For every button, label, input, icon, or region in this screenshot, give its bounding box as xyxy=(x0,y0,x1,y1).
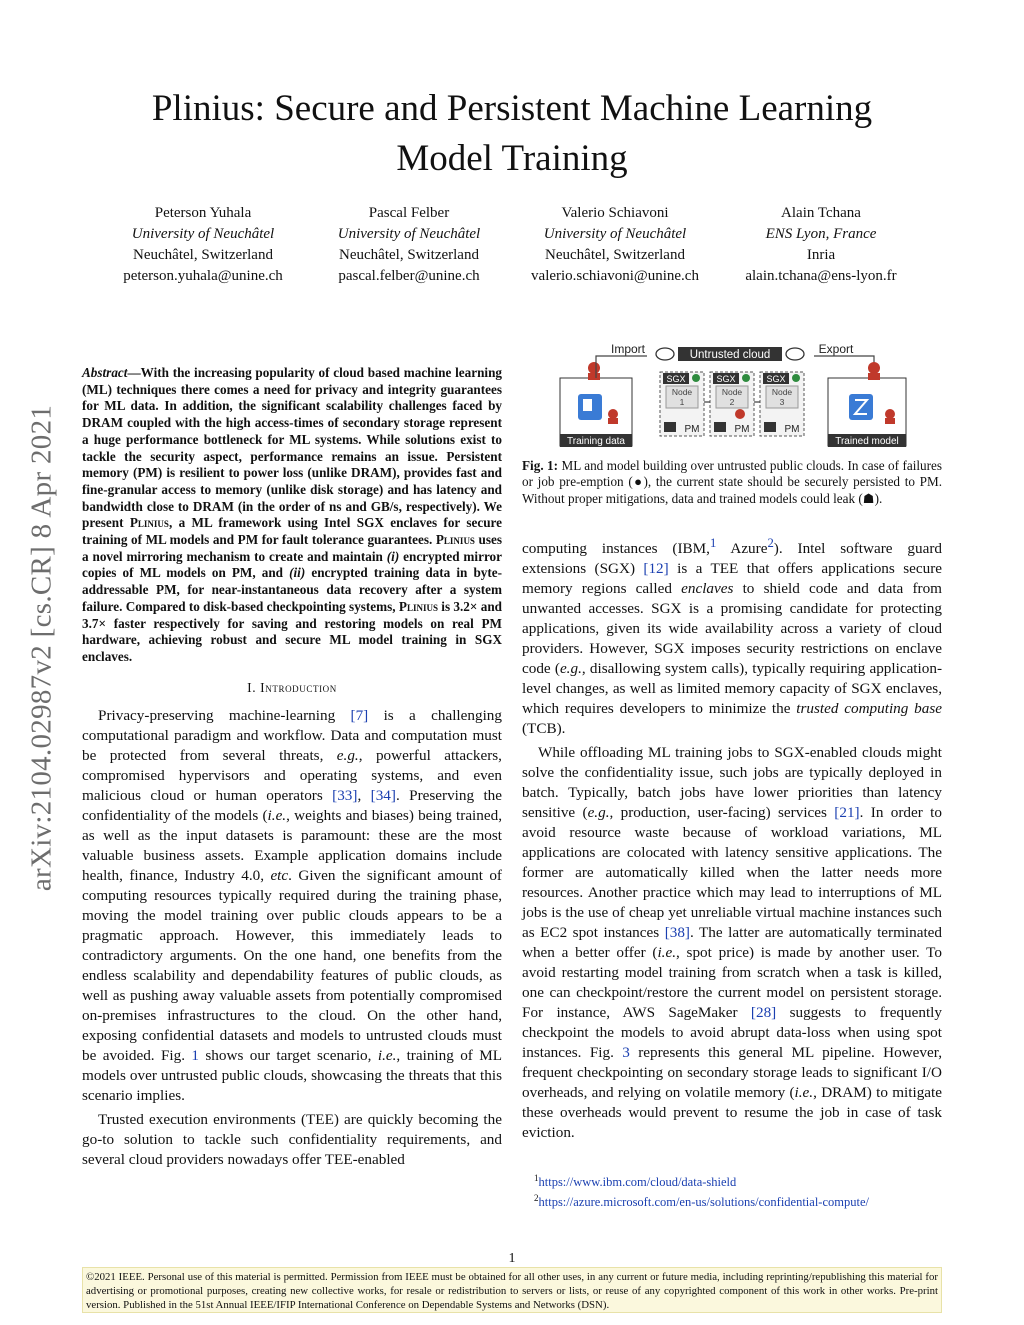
document-icon-page xyxy=(583,399,592,411)
author-location: Neuchâtel, Switzerland xyxy=(133,247,273,263)
svg-text:SGX: SGX xyxy=(666,374,686,384)
author-affiliation: University of Neuchâtel xyxy=(131,226,275,242)
figure-link[interactable]: 1 xyxy=(191,1046,200,1064)
citation-link[interactable]: [28] xyxy=(750,1004,777,1022)
copyright-notice: ©2021 IEEE. Personal use of this material is permitted. Permission from IEEE must be obtained for all other uses, in any current or future media, including reprinting/republishing this material for advertising or promotional purposes, creating new collective works, for resale or redistribution to servers or lists, or reuse of any copyrighted component of this work in other works. Pre-print version. Published in the 51st Annual IEEE/IFIP International Conference on Dependable Systems and Networks (DSN). xyxy=(82,1267,942,1313)
training-data-label: Training data xyxy=(567,436,625,447)
untrusted-cloud-label: Untrusted cloud xyxy=(689,349,771,361)
system-name: Plinius xyxy=(435,532,475,548)
section-heading: I. Introduction xyxy=(247,679,337,695)
figure-label: Fig. 1: xyxy=(522,458,559,473)
figure-1-caption: Fig. 1: ML and model building over untrusted public clouds. In case of failures or job pre-emption (●), the current state should be securely persisted to PM. Without proper mitigations, data and trained models could leak (☗). xyxy=(522,458,942,506)
export-arrow xyxy=(814,356,874,378)
attacker-icon xyxy=(608,409,618,424)
attacker-icon xyxy=(868,362,880,380)
right-column xyxy=(522,533,942,1143)
left-column xyxy=(82,365,502,1170)
footnote-2: $^2$https://azure.microsoft.com/en-us/solutions/confidential-compute/ xyxy=(534,1193,869,1210)
import-label: Import xyxy=(610,342,646,356)
author-affiliation: ENS Lyon, France xyxy=(765,226,877,242)
author-block xyxy=(512,203,718,287)
node-3 xyxy=(760,372,804,436)
attacker-icon xyxy=(588,362,600,380)
footnote-link[interactable]: https://azure.microsoft.com/en-us/solutions/confidential-compute/ xyxy=(538,1195,869,1210)
citation-link[interactable]: [34] xyxy=(370,786,396,804)
svg-text:PM: PM xyxy=(684,424,700,435)
node-1 xyxy=(660,372,704,436)
export-label: Export xyxy=(818,342,854,356)
author-email[interactable]: alain.tchana@ens-lyon.fr xyxy=(745,268,897,284)
footnotes xyxy=(534,1170,942,1210)
author-location: Neuchâtel, Switzerland xyxy=(339,247,479,263)
author-email[interactable]: peterson.yuhala@unine.ch xyxy=(123,268,283,284)
author-email[interactable]: pascal.felber@unine.ch xyxy=(338,268,480,284)
import-arrow xyxy=(596,356,647,378)
footnote-1: $^1$https://www.ibm.com/cloud/data-shield xyxy=(534,1173,737,1190)
node-2 xyxy=(710,372,754,436)
bomb-icon: ● xyxy=(632,474,644,490)
title-line-2: Model Training xyxy=(396,138,628,179)
system-name: Plinius xyxy=(129,515,169,531)
author-location: Neuchâtel, Switzerland xyxy=(545,247,685,263)
svg-text:3: 3 xyxy=(779,397,785,407)
abstract: Abstract—With the increasing popularity of cloud based machine learning (ML) techniques there comes a need for privacy and integrity guarantees for ML data. In addition, the significant scalability challenges faced by DRAM coupled with the high access-times of secondary storage represent a huge performance bottleneck for ML systems. While solutions exist to tackle the security aspect, performance remains an issue. Persistent memory (PM) is resilient to power loss (unlike DRAM), provides fast and fine-granular access to memory (unlike disk storage) and has latency and bandwidth close to DRAM (in the order of ns and GB/s, respectively). We present Plinius, a ML framework using Intel SGX enclaves for secure training of ML models and PM for fault tolerance guarantees. Plinius uses a novel mirroring mechanism to create and maintain (i) encrypted mirror copies of ML models on PM, and (ii) encrypted training data in byte-addressable PM, for near-instantaneous data recovery after a system failure. Compared to disk-based checkpointing systems, Plinius is 3.2× and 3.7× faster respectively for saving and restoring models on real PM hardware, achieving robust and secure ML model training in SGX enclaves. xyxy=(82,365,503,664)
page-number: 1 xyxy=(508,1251,516,1266)
citation-link[interactable]: [38] xyxy=(664,924,690,942)
svg-text:Node: Node xyxy=(671,387,693,397)
author-affiliation: University of Neuchâtel xyxy=(337,226,481,242)
footnote-marker[interactable]: 1 xyxy=(709,536,717,550)
system-name: Plinius xyxy=(398,598,438,614)
svg-text:Node: Node xyxy=(771,387,793,397)
arxiv-id[interactable]: arXiv:2104.02987v2 [cs.CR] 8 Apr 2021 xyxy=(25,404,58,892)
right-paragraph-2: While offloading ML training jobs to SGX-enabled clouds might solve the confidentiality issue, such jobs are typically deployed in batch. Typically, batch jobs have lower priorities than latency sensitive (e.g., production, user-facing) services [21]. In order to avoid resource waste because of workload variations, ML applications are colocated with latency sensitive applications. The former are automatically killed when the latter needs more resources. Another practice which may lead to interruptions of ML jobs is the use of cheap yet unreliable virtual machine instances such as EC2 spot instances [38]. The latter are automatically terminated when a better offer (i.e., spot price) is made by another user. To avoid restarting model training from scratch when a task is killed, one can checkpoint/restore the current model on persistent storage. For instance, AWS SageMaker [28] suggests to frequently checkpoint the models to avoid abrupt data-loss when using spot instances. Fig. 3 represents this general ML pipeline. However, frequent checkpointing on secondary storage leads to significant I/O overheads, and relying on volatile memory (i.e., DRAM) to mitigate these overheads would prevent to resume the job in case of task eviction. xyxy=(522,744,943,1142)
svg-text:1: 1 xyxy=(679,397,685,407)
intro-paragraph-2: Trusted execution environments (TEE) are quickly becoming the go-to solution to tackle such confidentiality requirements, and several cloud providers nowadays offer TEE-enabled xyxy=(82,1110,502,1168)
svg-text:SGX: SGX xyxy=(716,374,736,384)
svg-text:PM: PM xyxy=(784,424,800,435)
intro-paragraph-1: Privacy-preserving machine-learning [7] is a challenging computational paradigm and workflow. Data and computation must be protected from several threats, e.g., powerful attackers, compromised hypervisors and operating systems, and even malicious cloud or human operators [33], [34]. Preserving the confidentiality of the models (i.e., weights and biases) being trained, as well as the input datasets is paramount: these are the most valuable business assets. Example application domains include health, finance, Industry 4.0, etc. Given the significant amount of computing resources typically required during the training phase, moving the model training over public clouds appears to be a pragmatic approach. However, this immediately leads to contradictory arguments. On the one hand, one benefits from the endless scalability and dependability features of public clouds, as well as pushing away valuable assets from potentially compromised on-premises infrastructures to the cloud. On the other hand, exposing confidential datasets and models to untrusted clouds must be avoided. Fig. 1 shows our target scenario, i.e., training of ML models over untrusted public clouds, showcasing the threats that this scenario implies. xyxy=(82,706,503,1104)
svg-text:Node: Node xyxy=(721,387,743,397)
author-name: Alain Tchana xyxy=(781,205,861,221)
svg-text:2: 2 xyxy=(729,397,735,407)
attacker-icon xyxy=(885,409,895,424)
figure-1-diagram xyxy=(552,342,912,452)
citation-link[interactable]: [21] xyxy=(834,804,860,822)
abstract-label: Abstract xyxy=(82,365,128,380)
author-block xyxy=(306,203,512,287)
author-block xyxy=(100,203,306,287)
title-line-1: Plinius: Secure and Persistent Machine Learning xyxy=(151,88,873,129)
author-affiliation: University of Neuchâtel xyxy=(543,226,687,242)
footnote-link[interactable]: https://www.ibm.com/cloud/data-shield xyxy=(538,1175,737,1190)
arxiv-side-label xyxy=(16,368,68,928)
author-list xyxy=(100,203,924,287)
trained-model-label: Trained model xyxy=(835,436,899,447)
author-email[interactable]: valerio.schiavoni@unine.ch xyxy=(531,268,699,284)
author-block xyxy=(718,203,924,287)
author-name: Peterson Yuhala xyxy=(154,205,252,221)
author-name: Pascal Felber xyxy=(368,205,450,221)
figure-1-svg xyxy=(552,342,912,452)
author-name: Valerio Schiavoni xyxy=(561,205,669,221)
right-paragraph-1: computing instances (IBM,$^1$ Azure$^2$). Intel software guard extensions (SGX) [12] is a TEE that offers applications secure memory regions called enclaves to shield code and data from unwanted accesses. SGX is a promising candidate for protecting applications, given its wide availability across a variety of cloud providers. However, SGX imposes security restrictions on enclave code (e.g., disallowing system calls), typically requiring application-level changes, as well as limited memory capacity of SGX enclaves, which requires developers to minimize the trusted computing base (TCB). xyxy=(522,536,942,738)
svg-text:PM: PM xyxy=(734,424,750,435)
leak-icon: ☗ xyxy=(862,490,875,506)
citation-link[interactable]: [12] xyxy=(643,560,669,578)
author-location: Inria xyxy=(806,247,836,263)
paper-title xyxy=(60,84,964,184)
svg-text:SGX: SGX xyxy=(766,374,786,384)
bomb-icon xyxy=(735,409,745,419)
citation-link[interactable]: [33] xyxy=(332,786,358,804)
footnote-marker[interactable]: 2 xyxy=(767,536,774,550)
figure-link[interactable]: 3 xyxy=(622,1044,630,1062)
citation-link[interactable]: [7] xyxy=(350,706,369,724)
